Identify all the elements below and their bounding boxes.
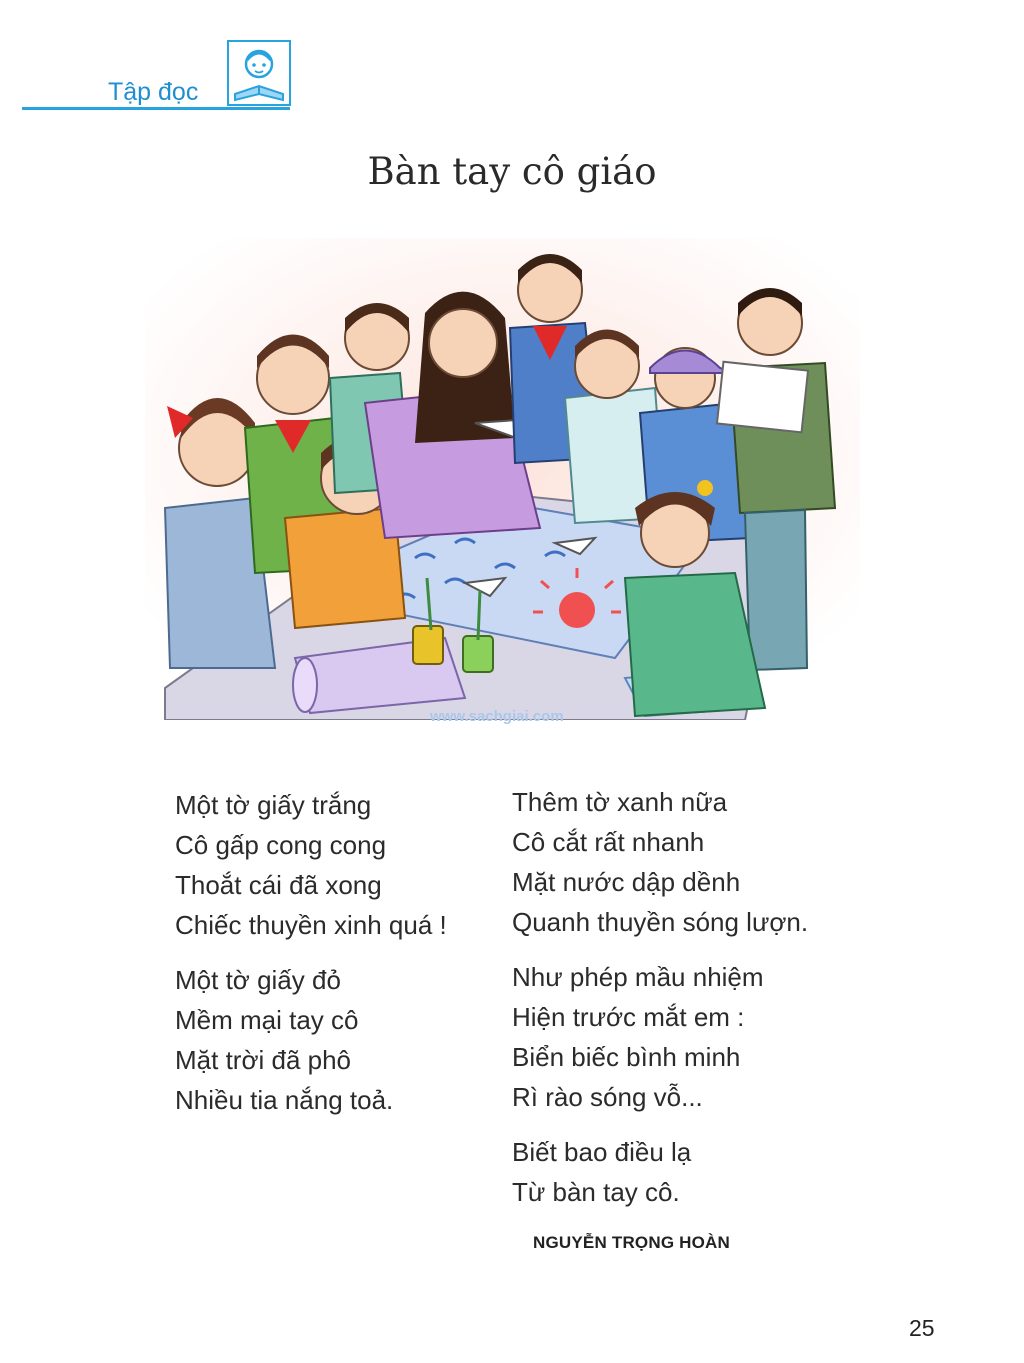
poem-line: Từ bàn tay cô. [512,1177,680,1207]
poem-stanza [512,782,808,942]
section-divider [22,107,290,110]
page-number: 25 [909,1315,935,1341]
child-reading-icon [227,40,291,106]
poem-line: Rì rào sóng vỗ... [512,1082,703,1112]
poem-line: Hiện trước mắt em : [512,1002,745,1032]
poem-line: Chiếc thuyền xinh quá ! [175,910,447,940]
poem-stanza [512,957,764,1117]
watermark-url: www.sachgiai.com [430,708,564,725]
section-label: Tập đọc [108,78,199,106]
poem-line: Mềm mại tay cô [175,1005,359,1035]
classroom-illustration [145,238,860,720]
poem-line: Cô cắt rất nhanh [512,827,705,857]
poem-line: Như phép mầu nhiệm [512,962,764,992]
poem-line: Cô gấp cong cong [175,830,387,860]
poem-line: Nhiều tia nắng toả. [175,1085,394,1115]
poem-line: Thêm tờ xanh nữa [512,787,728,817]
poem-author: NGUYỄN TRỌNG HOÀN [533,1233,731,1252]
poem-line: Thoắt cái đã xong [175,870,382,900]
page-title: Bàn tay cô giáo [367,150,657,193]
poem-line: Một tờ giấy đỏ [175,965,341,995]
poem-line: Mặt nước dập dềnh [512,867,741,897]
poem-line: Quanh thuyền sóng lượn. [512,907,809,937]
poem-stanza [175,785,447,945]
poem-line: Biển biếc bình minh [512,1042,741,1072]
poem-line: Biết bao điều lạ [512,1137,692,1167]
poem-line: Mặt trời đã phô [175,1045,352,1075]
section-header [22,40,292,112]
poem-stanza [175,960,393,1120]
poem-line: Một tờ giấy trắng [175,790,372,820]
poem-stanza [512,1132,691,1212]
